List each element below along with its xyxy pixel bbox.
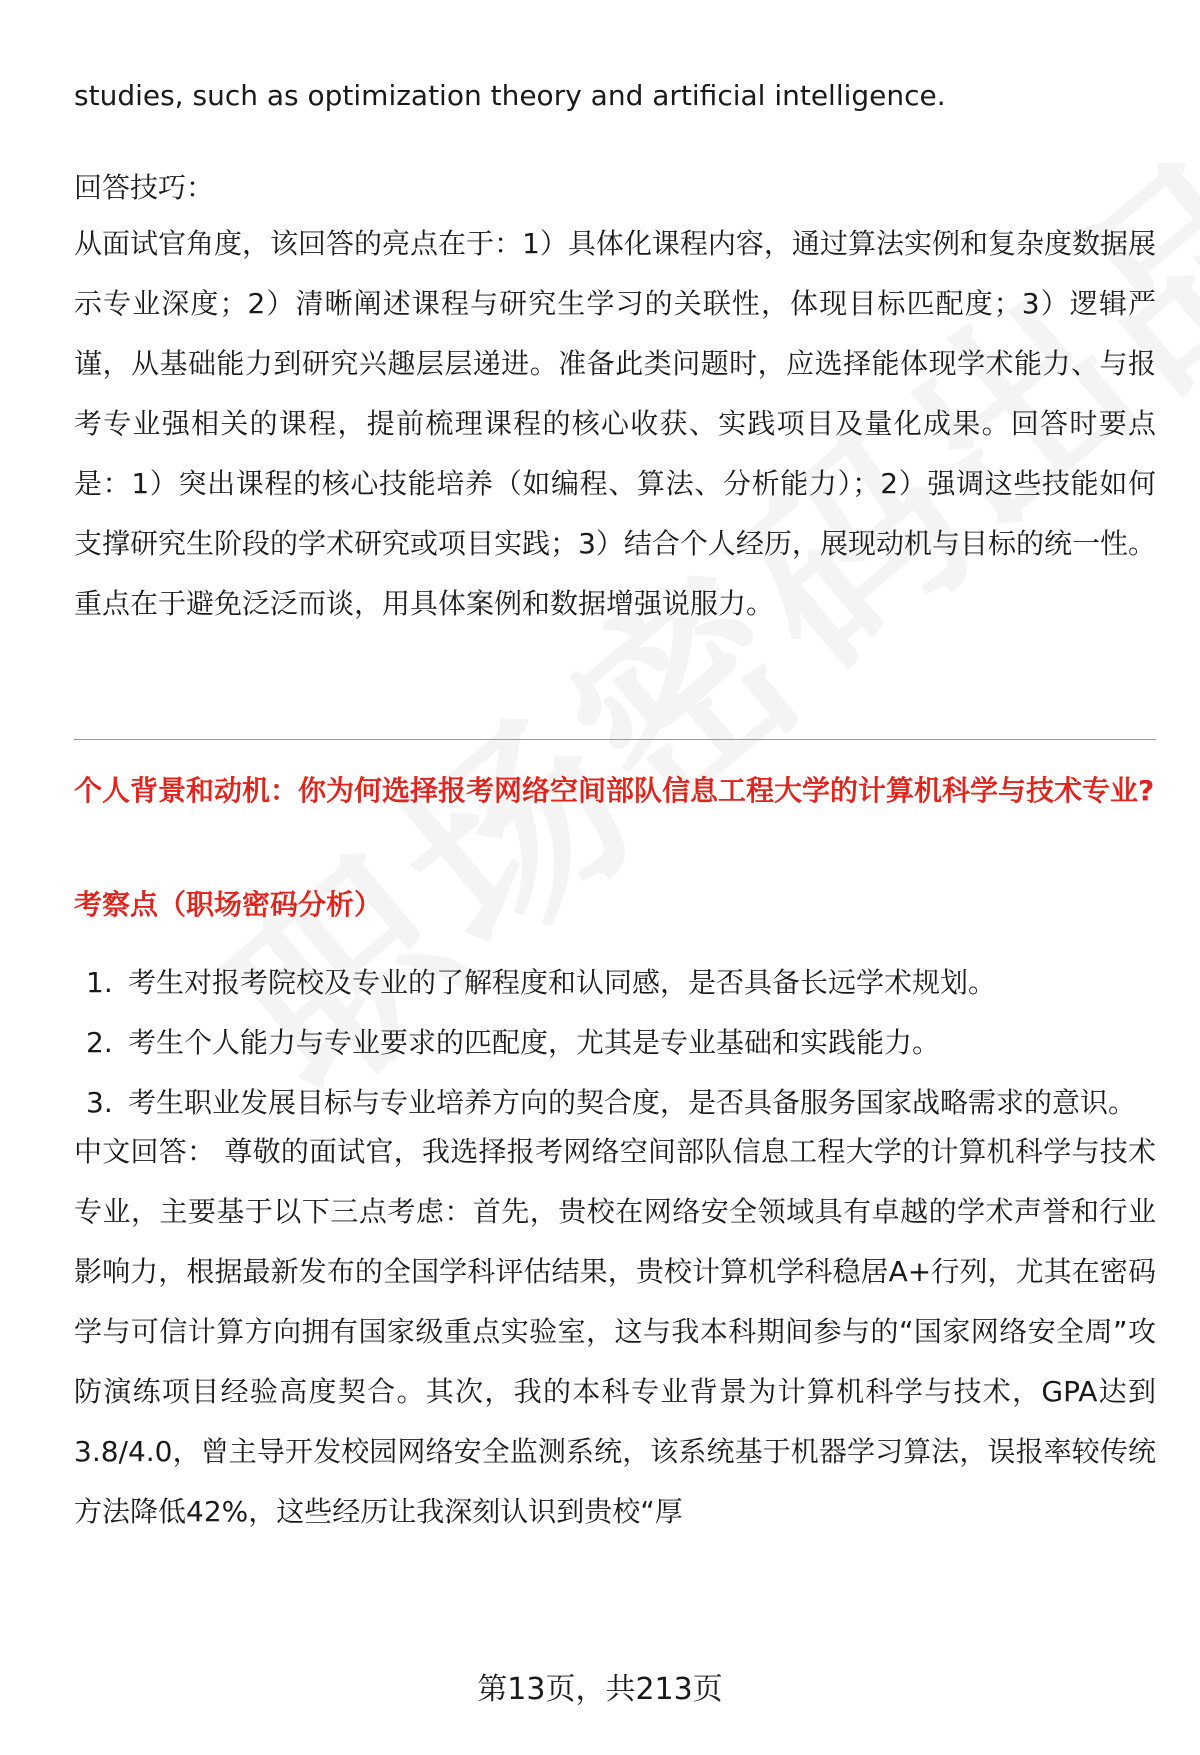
list-item-text: 考生个人能力与专业要求的匹配度，尤其是专业基础和实践能力。	[128, 1026, 941, 1059]
tips-label: 回答技巧：	[74, 171, 215, 204]
list-item	[74, 953, 1156, 1013]
assessment-points-heading: 考察点（职场密码分析）	[74, 888, 383, 921]
list-item-text: 考生职业发展目标与专业培养方向的契合度，是否具备服务国家战略需求的意识。	[128, 1086, 1137, 1119]
section-divider	[74, 739, 1156, 740]
intro-tail-paragraph: studies, such as optimization theory and artificial intelligence.	[74, 79, 946, 112]
tips-body-paragraph: 从面试官角度，该回答的亮点在于：1）具体化课程内容，通过算法实例和复杂度数据展示专业深度；2）清晰阐述课程与研究生学习的关联性，体现目标匹配度；3）逻辑严谨，从基础能力到研究兴趣层层递进。准备此类问题时，应选择能体现学术能力、与报考专业强相关的课程，提前梳理课程的核心收获、实践项目及量化成果。回答时要点是：1）突出课程的核心技能培养（如编程、算法、分析能力）；2）强调这些技能如何支撑研究生阶段的学术研究或项目实践；3）结合个人经历，展现动机与目标的统一性。重点在于避免泛泛而谈，用具体案例和数据增强说服力。	[74, 227, 1156, 620]
assessment-points-list	[74, 953, 1156, 1133]
list-item-number: 2.	[86, 1026, 113, 1059]
list-item-number: 1.	[86, 966, 113, 999]
list-item-text: 考生对报考院校及专业的了解程度和认同感，是否具备长远学术规划。	[128, 966, 997, 999]
list-item-number: 3.	[86, 1086, 113, 1119]
list-item	[74, 1013, 1156, 1073]
answer-paragraph: 中文回答： 尊敬的面试官，我选择报考网络空间部队信息工程大学的计算机科学与技术专业，主要基于以下三点考虑：首先，贵校在网络安全领域具有卓越的学术声誉和行业影响力，根据最新发布的全国学科评估结果，贵校计算机学科稳居A+行列，尤其在密码学与可信计算方向拥有国家级重点实验室，这与我本科期间参与的“国家网络安全周”攻防演练项目经验高度契合。其次，我的本科专业背景为计算机科学与技术，GPA达到3.8/4.0，曾主导开发校园网络安全监测系统，该系统基于机器学习算法，误报率较传统方法降低42%，这些经历让我深刻认识到贵校“厚	[74, 1135, 1156, 1528]
page-number-footer: 第13页，共213页	[477, 1672, 723, 1707]
question-heading: 个人背景和动机：你为何选择报考网络空间部队信息工程大学的计算机科学与技术专业?	[74, 774, 1155, 807]
